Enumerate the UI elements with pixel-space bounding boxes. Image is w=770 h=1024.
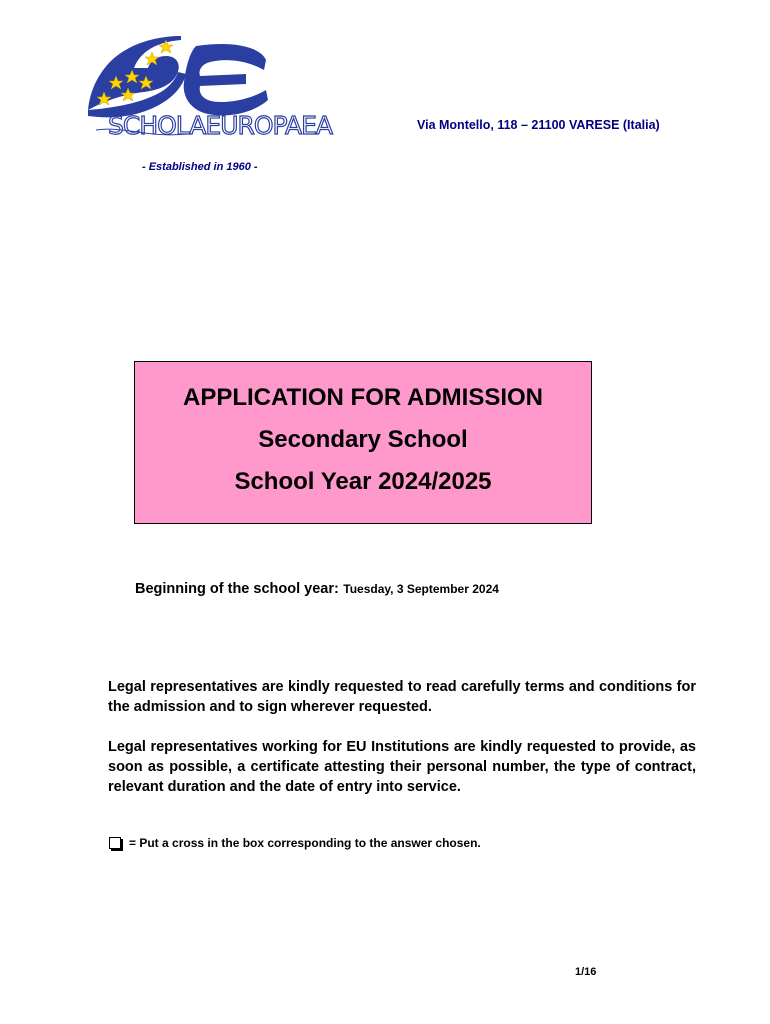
school-year-start-label: Beginning of the school year: (135, 581, 339, 597)
school-year-start (135, 580, 499, 598)
logo-graphic (86, 30, 376, 142)
checkbox-icon (109, 837, 121, 849)
title-school-year: School Year 2024/2025 (234, 468, 492, 495)
checkbox-legend-text: = Put a cross in the box corresponding to the answer chosen. (129, 836, 481, 850)
instructions-paragraph-certificate: Legal representatives working for EU Institutions are kindly requested to provide, as soon as possible, a certificate attesting their personal number, the type of contract, relevant duration and the date of entry into service. (108, 739, 696, 795)
page-number: 1/16 (575, 966, 597, 978)
schola-europaea-logo (86, 30, 376, 142)
logo-wordmark: SCHOLAEUROPAEA (108, 111, 333, 140)
school-address: Via Montello, 118 – 21100 VARESE (Italia) (417, 118, 660, 132)
checkbox-legend (108, 836, 481, 850)
title-box (134, 361, 592, 524)
established-year: - Established in 1960 - (142, 161, 258, 173)
instructions-paragraph-terms: Legal representatives are kindly requested to read carefully terms and conditions for the admission and to sign wherever requested. (108, 679, 696, 715)
title-application: APPLICATION FOR ADMISSION (183, 384, 543, 411)
school-year-start-date: Tuesday, 3 September 2024 (343, 582, 499, 596)
title-school-level: Secondary School (258, 426, 468, 453)
